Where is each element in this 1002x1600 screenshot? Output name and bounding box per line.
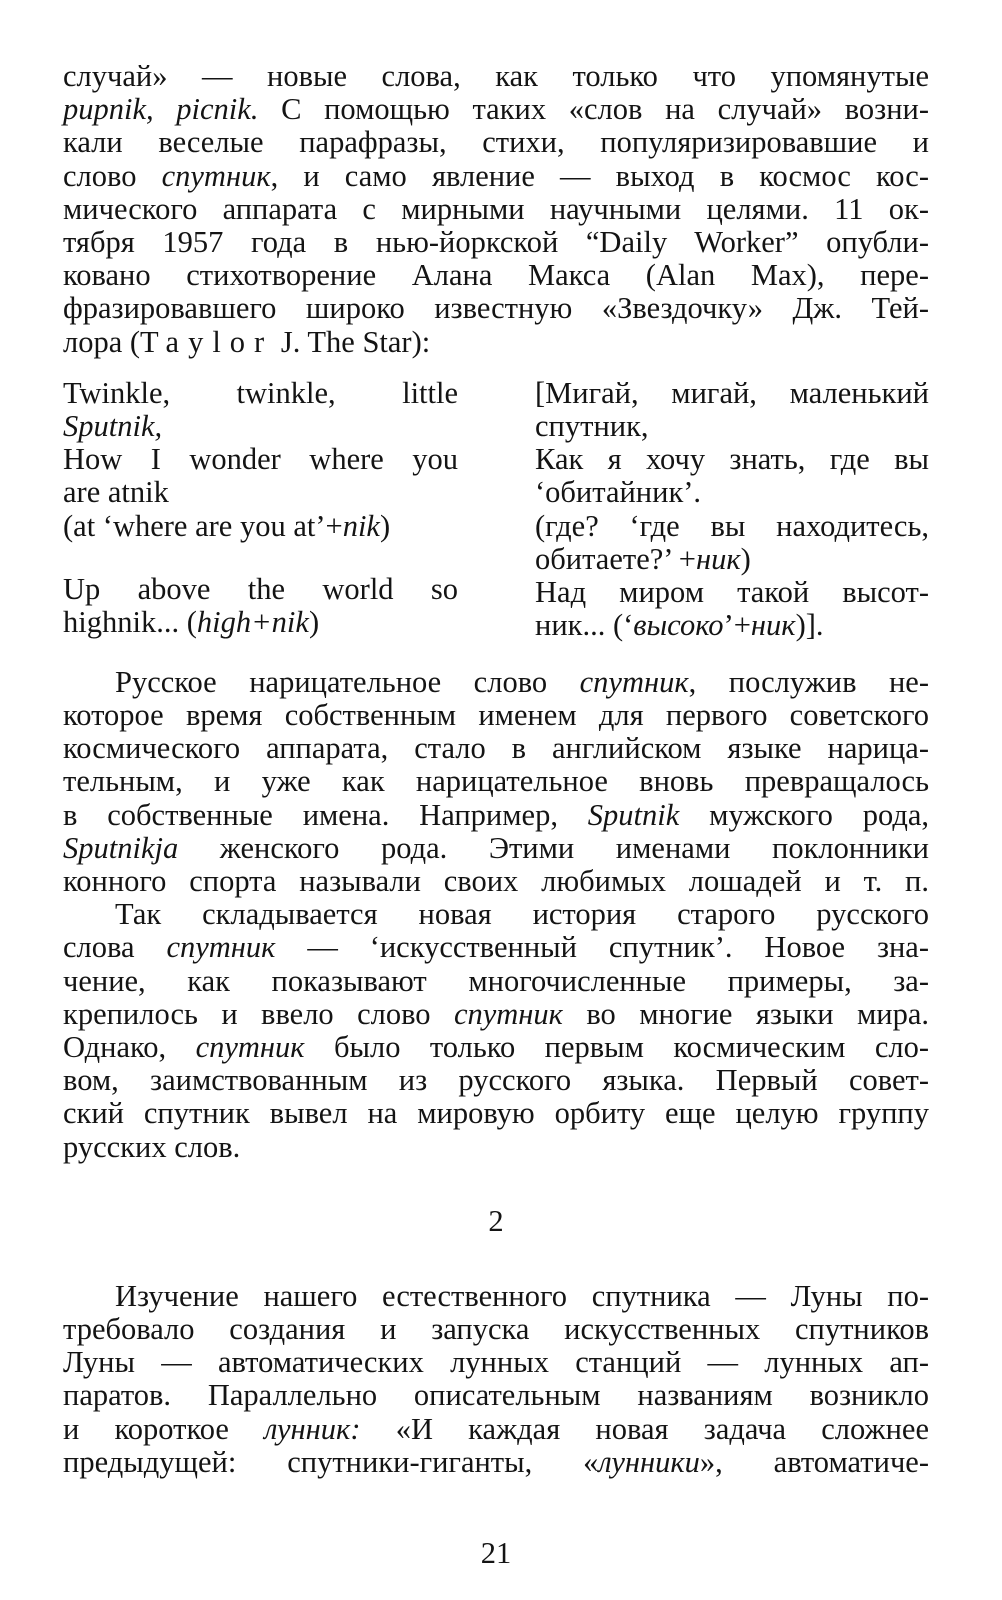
text-line: чение, как показывают многочисленные примеры, за- [63,963,929,998]
text-line: вом, заимствованным из русского языка. Первый совет- [63,1063,929,1098]
text-line: тября 1957 года в нью-йоркской “Daily Worker” опубли- [63,225,929,260]
text-line: Так складывается новая история старого русского [115,897,929,932]
text-line: pupnik, picnik. С помощью таких «слов на случай» возни- [63,92,929,127]
text-line: мического аппарата с мирными научными целями. 11 ок- [63,191,929,226]
text-line: тельным, и уже как нарицательное вновь превращалось [63,764,929,799]
text-line: Луны — автоматических лунных станций — лунных ап- [63,1345,929,1380]
text-line: фразировавшего широко известную «Звездочку» Дж. Тей- [63,291,929,326]
paragraph-new-history [63,898,929,1164]
text-line: Русское нарицательное слово спутник, послужив не- [115,664,930,699]
text-line: космического аппарата, стало в английском языке нарица- [63,731,929,766]
poem-line: обитаете?’ +ник) [535,541,751,576]
text-line: Изучение нашего естественного спутника — Луны по- [115,1278,929,1313]
poem-block [63,377,929,652]
text-line: и короткое лунник: «И каждая новая задача сложнее [63,1411,929,1446]
text-line: слова спутник — ‘искусственный спутник’. Новое зна- [63,930,930,965]
section-number: 2 [488,1203,504,1238]
poem-line: [Мигай, мигай, маленький [535,375,929,410]
poem-line: Как я хочу знать, где вы [535,442,929,477]
paragraph-sputnik-names [63,666,929,898]
paragraph-intro [63,60,929,359]
poem-line: How I wonder where you [63,442,458,477]
text-line: Sputnikja женского рода. Этими именами поклонники [63,830,929,865]
text-line: крепилось и ввело слово спутник во многие языки мира. [63,996,929,1031]
text-line: слово спутник, и само явление — выход в космос кос- [63,158,929,193]
text-line: конного спорта называли своих любимых лошадей и т. п. [63,864,929,899]
poem-line: ник... (‘высоко’+ник)]. [535,608,824,643]
text-line: кали веселые парафразы, стихи, популяризировавшие и [63,125,929,160]
stanza-gap [63,543,458,573]
poem-line: Sputnik, [63,409,163,444]
poem-line: highnik... (high+nik) [63,605,320,640]
text-line: в собственные имена. Например, Sputnik мужского рода, [63,797,930,832]
poem-line: (где? ‘где вы находитесь, [535,508,929,543]
page-number: 21 [480,1536,512,1570]
text-line: лора (Taylor J. The Star): [63,324,431,359]
poem-line: (at ‘where are you at’+nik) [63,508,391,543]
text-line: предыдущей: спутники-гиганты, «лунники», автоматиче- [63,1444,929,1479]
poem-line: are atnik [63,475,169,510]
poem-line: спутник, [535,409,649,444]
text-line: случай» — новые слова, как только что упомянутые [63,59,929,93]
poem-line: ‘обитайник’. [535,475,702,510]
poem-line: Twinkle, twinkle, little [63,375,458,410]
text-line: паратов. Параллельно описательным названиям возникло [63,1378,929,1413]
poem-line: Up above the world so [63,571,458,606]
text-line: требовало создания и запуска искусственных спутников [63,1312,929,1347]
text-line: ский спутник вывел на мировую орбиту еще целую группу [63,1096,929,1131]
text-line: ковано стихотворение Алана Макса (Alan Max), пере- [63,258,929,293]
text-line: русских слов. [63,1129,241,1164]
poem-line: Над миром такой высот- [535,575,929,610]
paragraph-moon [63,1280,929,1479]
text-line: Однако, спутник было только первым космическим сло- [63,1030,929,1065]
poem-russian [535,377,929,643]
book-page [63,60,929,1570]
poem-english [63,377,458,639]
text-line: которое время собственным именем для первого советского [63,698,929,733]
